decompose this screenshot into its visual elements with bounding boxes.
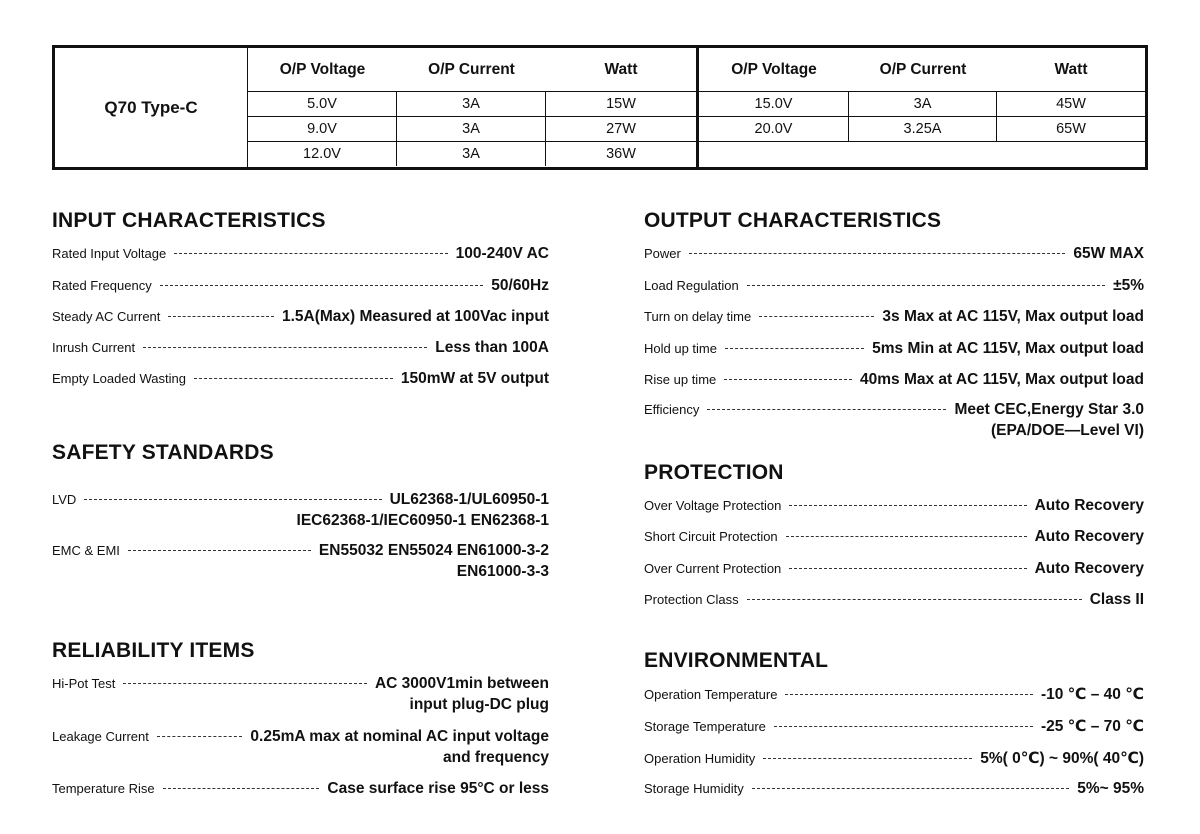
spec-row [644,685,1144,707]
spec-label: Operation Temperature [644,687,778,702]
table-cell: 65W [1056,121,1086,137]
spec-value-continued: and frequency [443,749,549,766]
spec-value: 5%~ 95% [1077,780,1144,797]
header-watt: Watt [1054,61,1088,78]
reliability-section-title: RELIABILITY ITEMS [52,639,255,662]
dotted-leader [707,409,946,410]
dotted-leader [160,285,484,286]
dotted-leader [724,379,852,380]
dotted-leader [789,505,1026,506]
table-cell: 20.0V [699,117,849,141]
dotted-leader [786,536,1027,537]
spec-value: Case surface rise 95°C or less [327,780,549,797]
dotted-leader [774,726,1033,727]
spec-label: Over Voltage Protection [644,498,782,513]
spec-value: EN55032 EN55024 EN61000-3-2 [318,542,549,559]
table-cell: 15W [606,96,636,112]
spec-value: Less than 100A [435,339,549,356]
safety-section-title: SAFETY STANDARDS [52,441,274,464]
spec-label: Storage Temperature [644,719,766,734]
spec-label: Storage Humidity [644,781,744,796]
spec-value: Auto Recovery [1034,560,1144,577]
output-spec-table [52,45,1148,170]
table-row [699,92,1145,117]
table-row-empty [699,142,1145,167]
spec-row [52,780,549,802]
dotted-leader [763,758,972,759]
spec-row [52,675,549,697]
spec-value: Meet CEC,Energy Star 3.0 [954,401,1144,418]
spec-value: Auto Recovery [1034,497,1144,514]
spec-value: 1.5A(Max) Measured at 100Vac input [281,308,549,325]
dotted-leader [143,347,427,348]
spec-row [644,245,1144,267]
model-name: Q70 Type-C [55,48,248,167]
spec-label: LVD [52,492,77,507]
spec-row [644,401,1144,423]
spec-row [52,370,549,392]
table-cell: 27W [606,121,636,137]
dotted-leader [174,253,447,254]
spec-value: 40ms Max at AC 115V, Max output load [860,371,1144,388]
spec-row [52,339,549,361]
spec-row [644,780,1144,802]
spec-label: Rated Frequency [52,278,152,293]
spec-value-continued: EN61000-3-3 [456,563,549,580]
spec-value: 0.25mA max at nominal AC input voltage [250,728,549,745]
spec-row [644,749,1144,771]
spec-label: EMC & EMI [52,543,120,558]
spec-value: Auto Recovery [1034,528,1144,545]
spec-value-continued: IEC62368-1/IEC60950-1 EN62368-1 [296,512,549,529]
spec-label: Empty Loaded Wasting [52,371,186,386]
table-cell: 12.0V [248,142,397,166]
table-header-row [699,48,1145,92]
header-current: O/P Current [428,61,515,78]
spec-row [644,591,1144,613]
spec-label: Operation Humidity [644,751,756,766]
spec-value: -10 ℃ – 40 ℃ [1040,686,1144,703]
table-cell: 36W [606,146,636,162]
spec-label: Turn on delay time [644,309,752,324]
table-cell: 3A [397,142,546,166]
spec-value: Class II [1089,591,1144,608]
spec-row [644,497,1144,519]
table-cell: 5.0V [248,92,397,116]
dotted-leader [157,736,243,737]
dotted-leader [163,788,320,789]
dotted-leader [725,348,864,349]
spec-row [644,528,1144,550]
table-header-row [248,48,696,92]
header-current: O/P Current [879,61,967,78]
table-cell: 9.0V [248,117,397,141]
input-section-title: INPUT CHARACTERISTICS [52,209,326,232]
protection-section-title: PROTECTION [644,461,784,484]
spec-value: UL62368-1/UL60950-1 [389,491,549,508]
spec-value-continued: (EPA/DOE—Level VI) [990,422,1144,439]
spec-row [644,340,1144,362]
spec-row [644,560,1144,582]
spec-row [52,728,549,750]
spec-label: Inrush Current [52,340,136,355]
spec-value: 5%( 0℃) ~ 90%( 40℃) [980,750,1144,767]
table-right-half [696,48,1145,167]
spec-value: AC 3000V1min between [374,675,549,692]
dotted-leader [689,253,1066,254]
spec-label: Hi-Pot Test [52,676,116,691]
spec-value: ±5% [1113,277,1144,294]
table-row [248,92,696,117]
table-left-half [248,48,696,167]
dotted-leader [747,599,1082,600]
spec-value: 5ms Min at AC 115V, Max output load [872,340,1144,357]
spec-row [644,371,1144,393]
header-watt: Watt [604,61,638,78]
spec-value: 50/60Hz [491,277,549,294]
header-voltage: O/P Voltage [731,61,817,78]
spec-label: Short Circuit Protection [644,529,778,544]
dotted-leader [194,378,393,379]
table-cell: 3.25A [849,117,997,141]
spec-row [52,245,549,267]
table-row [699,117,1145,142]
dotted-leader [747,285,1105,286]
dotted-leader [128,550,311,551]
table-row [248,142,696,167]
spec-value: 3s Max at AC 115V, Max output load [882,308,1144,325]
spec-label: Leakage Current [52,729,149,744]
table-cell: 3A [397,92,546,116]
environmental-section-title: ENVIRONMENTAL [644,649,829,672]
spec-row [644,717,1144,739]
dotted-leader [84,499,381,500]
spec-label: Temperature Rise [52,781,155,796]
spec-row [52,491,549,513]
header-voltage: O/P Voltage [279,61,366,78]
spec-label: Rise up time [644,372,717,387]
table-row [248,117,696,142]
spec-label: Steady AC Current [52,309,161,324]
spec-row [52,277,549,299]
spec-value: 150mW at 5V output [400,370,549,387]
spec-label: Over Current Protection [644,561,782,576]
spec-label: Power [644,246,681,261]
table-cell: 15.0V [699,92,849,116]
spec-value: 100-240V AC [455,245,549,262]
table-cell: 3A [397,117,546,141]
spec-row [52,542,549,564]
spec-value-continued: input plug-DC plug [409,696,549,713]
spec-label: Hold up time [644,341,717,356]
spec-value: 65W MAX [1073,245,1144,262]
spec-label: Protection Class [644,592,739,607]
spec-row [644,277,1144,299]
spec-value: -25 ℃ – 70 ℃ [1040,718,1144,735]
spec-label: Load Regulation [644,278,739,293]
spec-row [644,308,1144,330]
dotted-leader [789,568,1026,569]
dotted-leader [123,683,367,684]
dotted-leader [759,316,874,317]
table-cell: 3A [849,92,997,116]
dotted-leader [752,788,1069,789]
table-cell: 45W [1056,96,1086,112]
dotted-leader [168,316,274,317]
spec-label: Efficiency [644,402,700,417]
spec-label: Rated Input Voltage [52,246,167,261]
dotted-leader [785,694,1033,695]
output-section-title: OUTPUT CHARACTERISTICS [644,209,942,232]
spec-row [52,308,549,330]
